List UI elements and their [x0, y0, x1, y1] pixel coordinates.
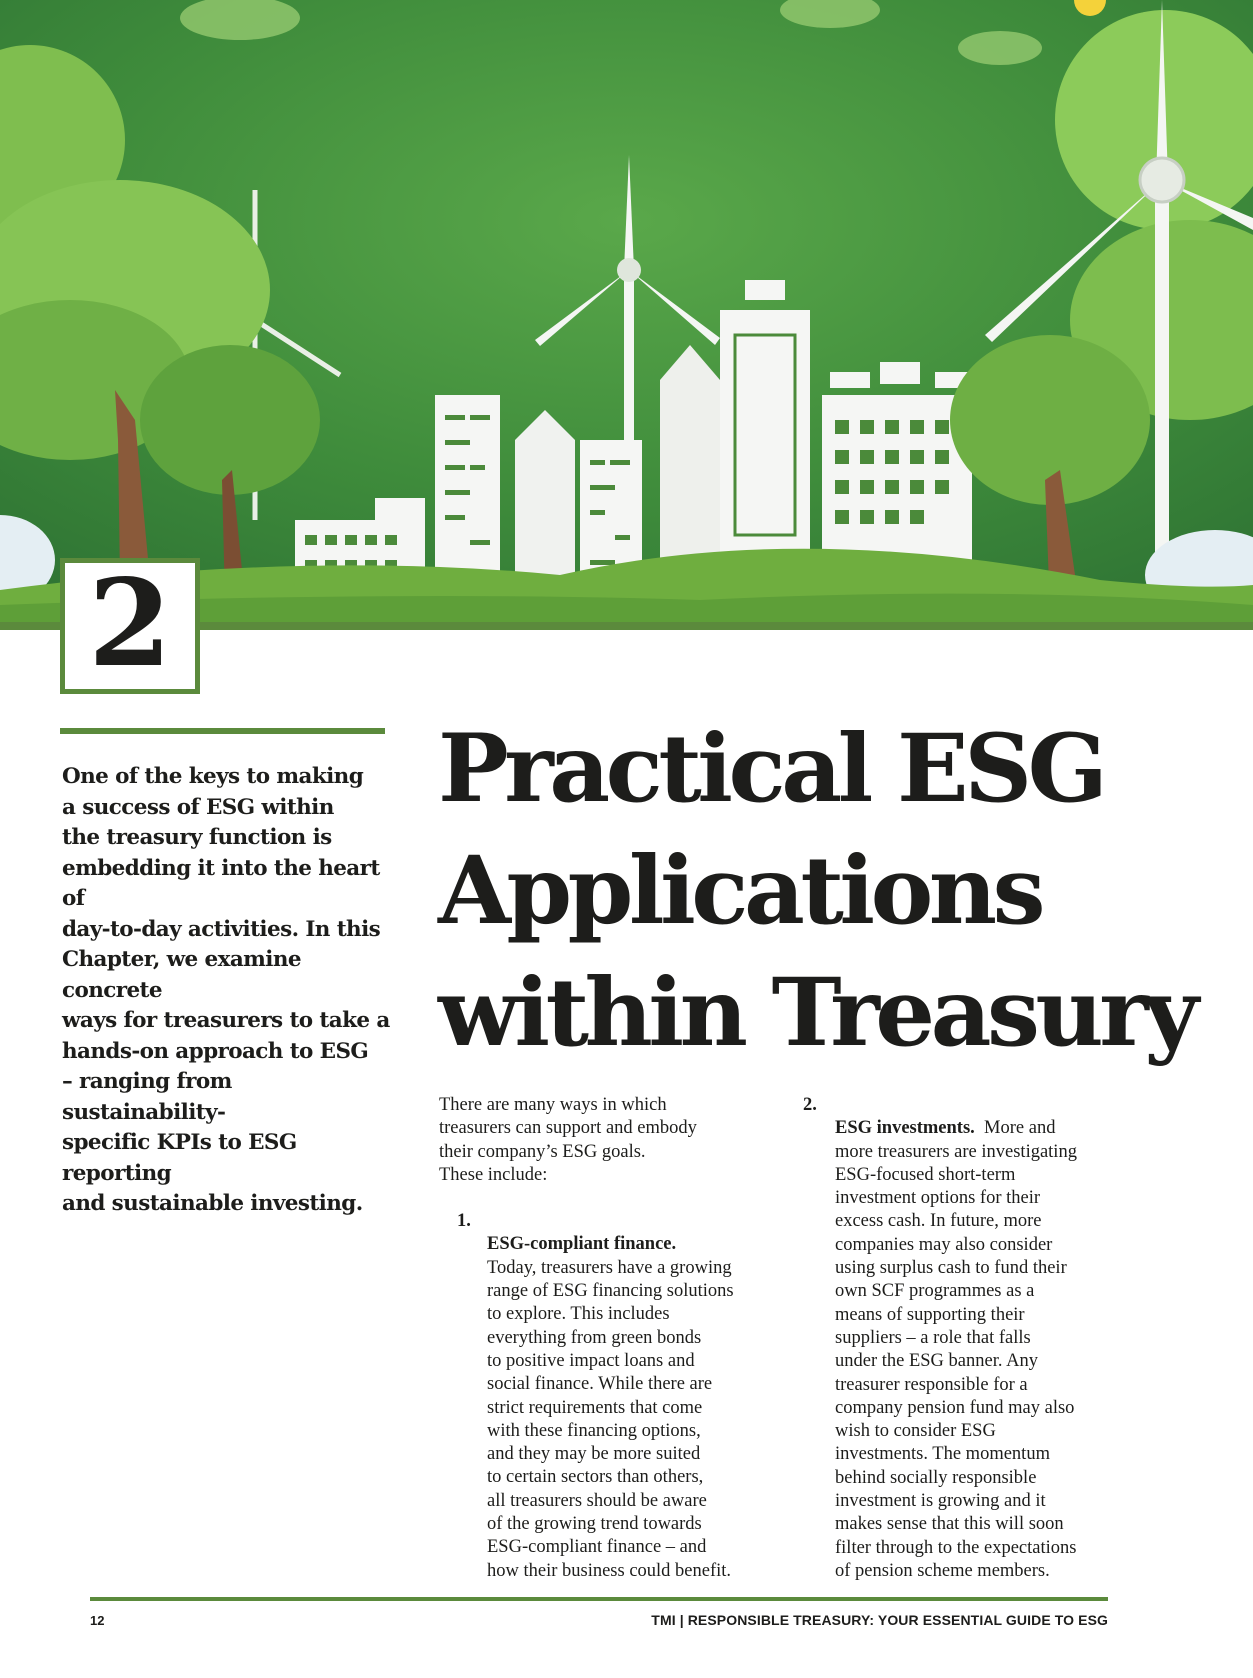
lead-paragraph: There are many ways in which treasurers can support and embody their company’s ESG goals. These include: — [439, 1095, 697, 1185]
list-item-heading: ESG-compliant finance. — [487, 1234, 677, 1255]
list-item-number: 1. — [457, 1211, 471, 1232]
list-item-heading: ESG investments. — [835, 1118, 975, 1139]
chapter-number: 2 — [88, 553, 172, 694]
intro-divider — [60, 728, 385, 734]
page-number: 12 — [90, 1613, 105, 1628]
body-column-2 — [803, 1094, 1133, 1583]
list-item-text: More and more treasurers are investigating ESG-focused short-term investment options for their excess cash. In future, more companies may also consider using surplus cash to fund their own SCF programmes as a means of supporting their suppliers – a role that falls under the ESG banner. Any treasurer responsible for a company pension fund may also wish to consider ESG investments. The momentum behind socially responsible investment is growing and it makes sense that this will soon filter through to the expectations of pension scheme members. — [835, 1118, 1077, 1581]
list-item — [803, 1094, 1133, 1583]
list-item — [439, 1210, 779, 1583]
hero-illustration — [0, 0, 1253, 630]
green-city-illustration — [0, 0, 1253, 630]
chapter-intro: One of the keys to making a success of ESG within the treasury function is embedding it into the heart of day-to-day activities. In this Chapter, we examine concrete ways for treasurers to take a hands-on approach to ESG – ranging from sustainability- specific KPIs to ESG reporting and sustainable investing. — [62, 764, 390, 1216]
chapter-title: Practical ESG Applications within Treasury — [438, 714, 1195, 1068]
body-column-1 — [439, 1094, 779, 1583]
running-title: TMI | RESPONSIBLE TREASURY: YOUR ESSENTIAL GUIDE TO ESG — [651, 1612, 1108, 1628]
list-item-text: Today, treasurers have a growing range of ESG financing solutions to explore. This includes everything from green bonds to positive impact loans and social finance. While there are strict requirements that come with these financing options, and they may be more suited to certain sectors than others, all treasurers should be aware of the growing trend towards ESG-compliant finance – and how their business could benefit. — [487, 1257, 734, 1581]
chapter-number-box — [60, 553, 200, 694]
footer-divider — [90, 1597, 1108, 1601]
list-item-number: 2. — [803, 1095, 817, 1115]
